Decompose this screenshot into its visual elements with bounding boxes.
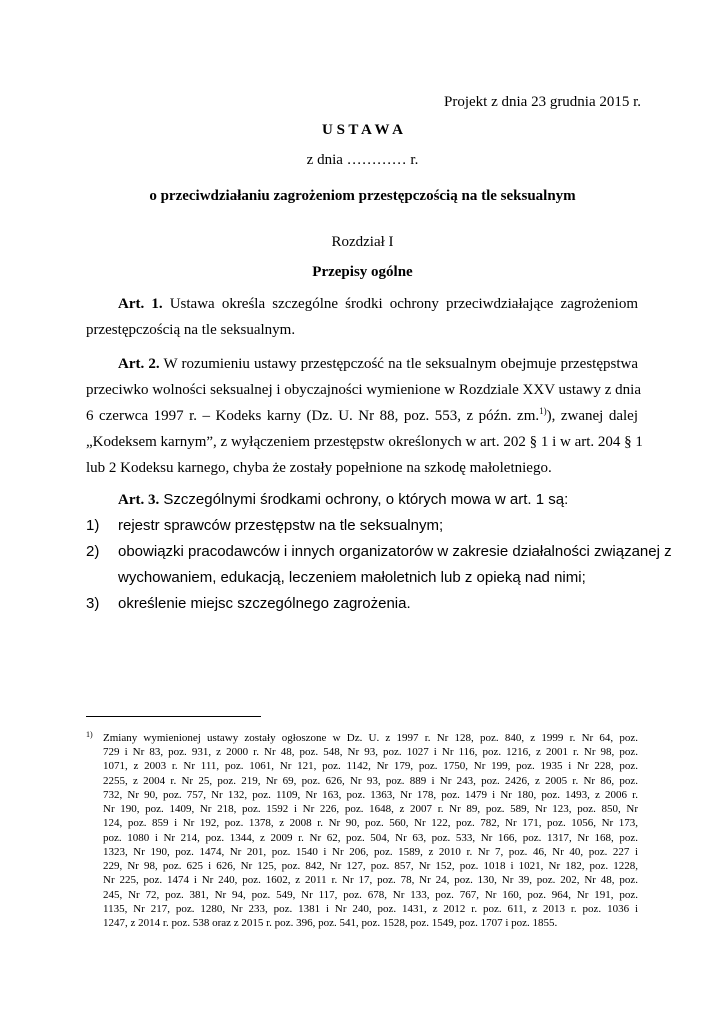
chapter-title: Przepisy ogólne: [312, 264, 413, 280]
art1-text-1: Ustawa określa szczególne środki ochrony przeciwdziałające zagrożeniom: [162, 296, 638, 312]
footnote-marker: 1): [86, 730, 93, 739]
act-title: o przeciwdziałaniu zagrożeniom przestępczością na tle seksualnym: [149, 188, 576, 204]
art2-line-2: przeciwko wolności seksualnej i obyczajności wymienione w Rozdziale XXV ustawy z dnia: [86, 382, 641, 398]
art3-intro: Szczególnymi środkami ochrony, o których mowa w art. 1 są:: [159, 491, 569, 508]
footnote-line: Nr 225, poz. 1474 i Nr 240, poz. 1602, z 2011 r. Nr 17, poz. 78, Nr 24, poz. 130, Nr 39, poz. 202, Nr 48, poz.: [103, 874, 638, 886]
footnote-line: 2255, z 2004 r. Nr 25, poz. 219, Nr 69, poz. 626, Nr 93, poz. 889 i Nr 243, poz. 2426, z 2005 r. Nr 86, poz.: [103, 775, 638, 787]
art3-label: Art. 3.: [118, 492, 160, 508]
footnote-line: Zmiany wymienionej ustawy zostały ogłoszone w Dz. U. z 1997 r. Nr 128, poz. 840, z 1999 r. Nr 64, poz.: [103, 732, 638, 744]
art2-label: Art. 2.: [118, 356, 160, 372]
footnote-line: 1247, z 2014 r. poz. 538 oraz z 2015 r. poz. 396, poz. 541, poz. 1528, poz. 1549, poz. 1707 i poz. 1855.: [103, 917, 558, 929]
footnote-line: 1071, z 2003 r. Nr 111, poz. 1061, Nr 121, poz. 1142, Nr 179, poz. 1750, Nr 199, poz. 1935 i Nr 228, poz.: [103, 760, 638, 772]
art3-item-2-text-2: wychowaniem, edukacją, leczeniem małoletnich lub z opieką nad nimi;: [118, 569, 586, 586]
footnote-line: poz. 1080 i Nr 214, poz. 1344, z 2009 r. Nr 62, poz. 504, Nr 63, poz. 533, Nr 166, poz. 1317, Nr 168, poz.: [103, 832, 638, 844]
project-date-note: Projekt z dnia 23 grudnia 2015 r.: [444, 94, 642, 110]
chapter-number: Rozdział I: [331, 234, 394, 250]
art2-text-1: W rozumieniu ustawy przestępczość na tle seksualnym obejmuje przestępstwa: [159, 356, 638, 372]
footnote-line: Nr 190, poz. 1409, Nr 218, poz. 1592 i Nr 226, poz. 1648, z 2007 r. Nr 89, poz. 589, Nr 123, poz. 850, Nr: [103, 803, 638, 815]
art3-item-1-text: rejestr sprawców przestępstw na tle seksualnym;: [118, 517, 444, 534]
art3-intro-line: [118, 492, 568, 508]
art1-label: Art. 1.: [118, 296, 163, 312]
footnote-line: 124, poz. 859 i Nr 192, poz. 1378, z 2008 r. Nr 90, poz. 560, Nr 122, poz. 782, Nr 171, poz. 1056, Nr 173,: [103, 817, 638, 829]
art2-line-4: „Kodeksem karnym”, z wyłączeniem przestępstw określonych w art. 202 § 1 i w art. 204 § 1: [86, 434, 643, 450]
footnote-line: 229, Nr 98, poz. 625 i 626, Nr 125, poz. 842, Nr 127, poz. 857, Nr 152, poz. 1018 i 1021, Nr 182, poz. 1228,: [103, 860, 638, 872]
art3-item-1-number: 1): [86, 517, 100, 534]
footnote-line: 732, Nr 90, poz. 757, Nr 132, poz. 1109, Nr 163, poz. 1363, Nr 178, poz. 1479 i Nr 180, poz. 1493, z 2006 r.: [103, 789, 638, 801]
art2-line-5: lub 2 Kodeksu karnego, chyba że zostały popełnione na szkodę małoletniego.: [86, 460, 552, 476]
art2-line-1: [118, 356, 638, 372]
art3-item-2-text-1: obowiązki pracodawców i innych organizatorów w zakresie działalności związanej z: [118, 543, 672, 560]
footnote-reference: 1): [539, 406, 547, 416]
art3-item-2-number: 2): [86, 543, 100, 560]
art2-line-3: [86, 408, 638, 424]
footnote-line: 245, Nr 72, poz. 381, Nr 94, poz. 549, Nr 117, poz. 678, Nr 133, poz. 767, Nr 160, poz. 964, Nr 191, poz.: [103, 889, 638, 901]
footnote-line: 1135, Nr 217, poz. 1280, Nr 233, poz. 1381 i Nr 240, poz. 1431, z 2012 r. poz. 611, z 2013 r. poz. 1036 i: [103, 903, 638, 915]
act-type-heading: U S T A W A: [321, 122, 404, 138]
art2-text-3b: ), zwanej dalej: [546, 408, 638, 424]
footnote-line: 729 i Nr 83, poz. 931, z 2000 r. Nr 48, poz. 548, Nr 93, poz. 1027 i Nr 116, poz. 1216, z 2001 r. Nr 98, poz.: [103, 746, 638, 758]
art1-line-1: [118, 296, 638, 312]
footnote-separator: [86, 716, 261, 717]
footnote-line: 1323, Nr 190, poz. 1474, Nr 201, poz. 1540 i Nr 206, poz. 1589, z 2010 r. Nr 7, poz. 46, Nr 40, poz. 227 i: [103, 846, 638, 858]
art3-item-3-text: określenie miejsc szczególnego zagrożenia.: [118, 595, 411, 612]
art1-line-2: przestępczością na tle seksualnym.: [86, 322, 296, 338]
art2-text-3: 6 czerwca 1997 r. – Kodeks karny (Dz. U. Nr 88, poz. 553, z późn. zm.: [86, 408, 540, 424]
act-date-line: z dnia ………… r.: [306, 152, 419, 168]
art3-item-3-number: 3): [86, 595, 100, 612]
